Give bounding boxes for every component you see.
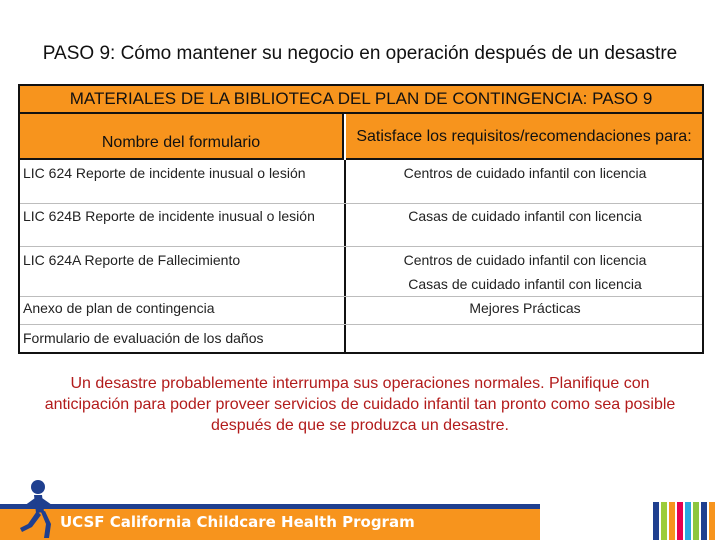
table-row-2-meets: Casas de cuidado infantil con licencia bbox=[408, 208, 642, 224]
row-divider bbox=[20, 324, 702, 325]
table-banner: MATERIALES DE LA BIBLIOTECA DEL PLAN DE CONTINGENCIA: PASO 9 bbox=[20, 86, 702, 114]
color-stripes-logo bbox=[653, 502, 717, 540]
table-row-2-form: LIC 624B Reporte de incidente inusual o lesión bbox=[23, 208, 315, 224]
row-divider bbox=[20, 296, 702, 297]
row-divider bbox=[20, 246, 702, 247]
table-row-4-meets: Mejores Prácticas bbox=[469, 300, 581, 316]
column-header-form-name: Nombre del formulario bbox=[20, 114, 344, 160]
stripe bbox=[669, 502, 675, 540]
contingency-materials-table bbox=[18, 84, 704, 354]
stripe bbox=[653, 502, 659, 540]
stripe bbox=[677, 502, 683, 540]
stripe bbox=[661, 502, 667, 540]
table-row-5-form: Formulario de evaluación de los daños bbox=[23, 330, 264, 346]
stripe bbox=[693, 502, 699, 540]
stripe bbox=[685, 502, 691, 540]
running-child-logo-icon bbox=[14, 478, 56, 540]
table-row-3-form: LIC 624A Reporte de Fallecimiento bbox=[23, 252, 241, 268]
row-divider bbox=[20, 203, 702, 204]
disaster-note: Un desastre probablemente interrumpa sus operaciones normales. Planifique con anticipación para poder proveer servicios de cuidado infantil tan pronto como sea posible después de que se produzca un desastre. bbox=[44, 375, 676, 434]
slide-title: PASO 9: Cómo mantener su negocio en operación después de un desastre bbox=[42, 43, 678, 64]
program-name: UCSF California Childcare Health Program bbox=[60, 513, 415, 531]
footer-accent-line bbox=[0, 504, 540, 509]
column-header-requirements: Satisface los requisitos/recomendaciones para: bbox=[346, 114, 702, 160]
table-row-3-meets: Centros de cuidado infantil con licencia bbox=[403, 252, 647, 268]
table-row-1-form: LIC 624 Reporte de incidente inusual o lesión bbox=[23, 165, 306, 181]
stripe bbox=[709, 502, 715, 540]
table-row-4-form: Anexo de plan de contingencia bbox=[23, 300, 215, 316]
table-row-3-meets-2: Casas de cuidado infantil con licencia bbox=[408, 276, 642, 292]
footer bbox=[0, 492, 720, 540]
stripe bbox=[701, 502, 707, 540]
table-row-1-meets: Centros de cuidado infantil con licencia bbox=[403, 165, 647, 181]
